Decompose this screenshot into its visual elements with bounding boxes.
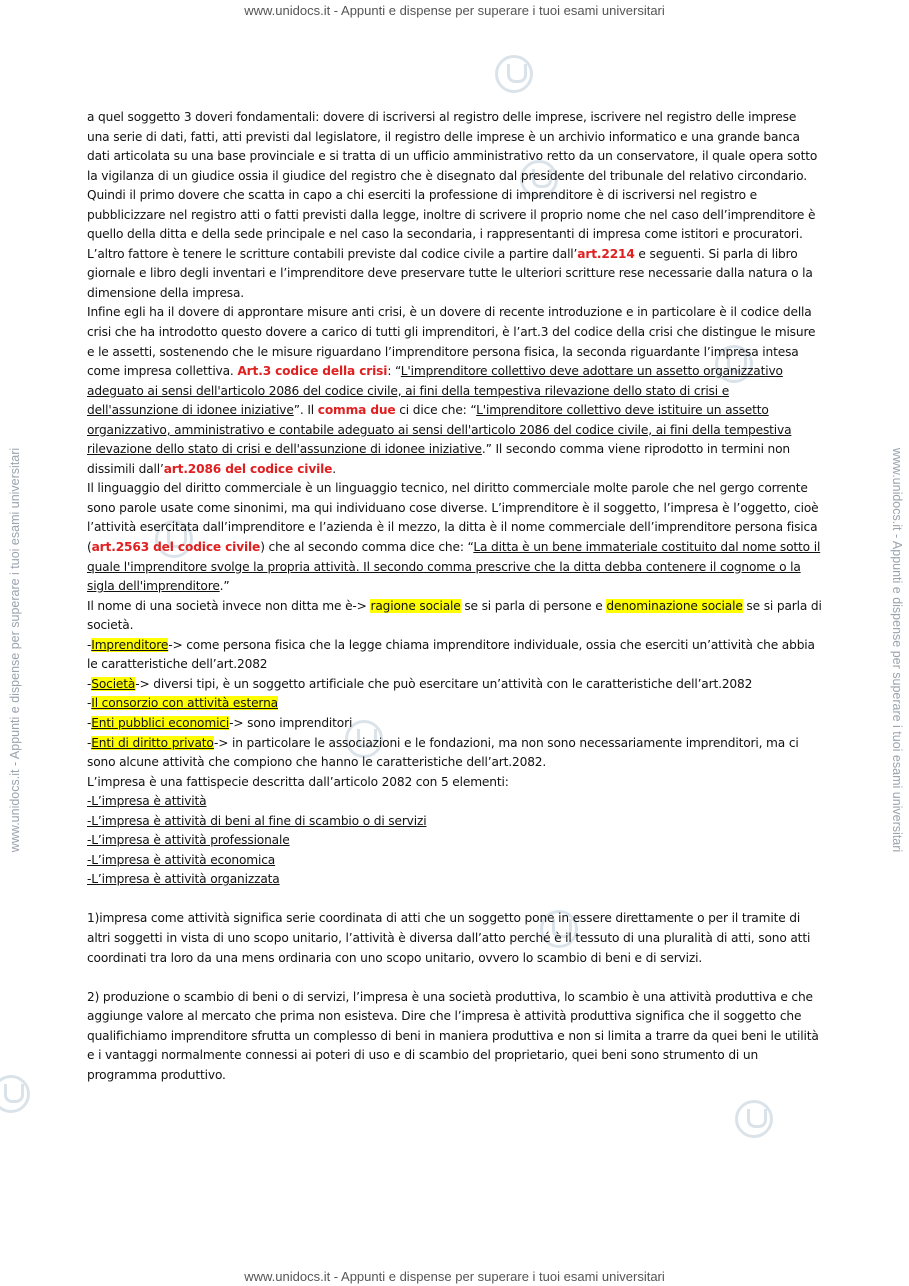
paragraph-doveri: a quel soggetto 3 doveri fondamentali: dovere di iscriversi al registro delle imprese, iscrivere nel registro delle imprese una serie di dati, fatti, atti previsti dal legislatore, il registro delle imprese è un archivio informatico e una grande banca dati articolata su una base provinciale e si tratta di un ufficio amministrativo retto da un conservatore, il quale opera sotto la vigilanza di un giudice ossia il giudice del registro che è disegnato dal presidente del tribunale del relativo circondario. Quindi il primo dovere che scatta in capo a chi eserciti la professione di imprenditore è di iscriversi nel registro e pubblicizzare nel registro atti o fatti previsti dalla legge, inoltre di scrivere il proprio nome che nel caso dell’imprenditore è quello della ditta e della sede principale e nel caso la secondaria, i rappresentanti di impresa come istitori e procuratori. <box>87 110 818 242</box>
text-span: Il nome di una società invece non ditta me è-> <box>87 598 371 613</box>
highlight-term: Enti di diritto privato <box>91 735 214 750</box>
quote-underlined: L'imprenditore collettivo deve adottare un assetto organizzativo adeguato ai sensi dell'articolo 2086 del codice civile, ai fini della tempestiva rilevazione dello stato di crisi e dell'assunzione di idonee iniziative <box>87 364 783 418</box>
text-span: e seguenti. Si parla di libro giornale e libro degli inventari e l’imprenditore deve preservare tutte le ulteriori scritture rese necessarie dalla natura o la dimensione della impresa. <box>87 246 813 300</box>
text-span: se si parla di società. <box>87 598 822 633</box>
list-item-enti-privati <box>87 734 822 773</box>
watermark-logo-icon <box>735 1100 773 1138</box>
paragraph-scritture-contabili <box>87 245 822 304</box>
paragraph-nome-societa <box>87 597 822 636</box>
text-span: - <box>87 637 92 652</box>
element-item: -L’impresa è attività professionale <box>87 833 290 848</box>
watermark-side-left: www.unidocs.it - Appunti e dispense per superare i tuoi esami universitari <box>8 447 22 853</box>
text-span: . <box>332 461 337 476</box>
list-item-societa <box>87 675 822 695</box>
text-span: ci dice che: “ <box>395 403 477 418</box>
article-reference: art.2563 del codice civile <box>91 540 261 555</box>
element-item: -L’impresa è attività economica <box>87 852 276 867</box>
text-span: -> diversi tipi, è un soggetto artificiale che può esercitare un’attività con le caratteristiche dell’art.2082 <box>135 676 753 691</box>
text-span: -> sono imprenditori <box>229 715 353 730</box>
highlight-term: Società <box>91 676 136 691</box>
watermark-logo-icon <box>495 55 533 93</box>
paragraph-misure-anticrisi <box>87 303 822 479</box>
text-span: L’altro fattore è tenere le scritture contabili previste dal codice civile a partire dall’ <box>87 246 578 261</box>
element-item: -L’impresa è attività organizzata <box>87 872 280 887</box>
text-span: .” <box>219 579 230 594</box>
highlight-term: Enti pubblici economici <box>91 715 230 730</box>
text-span: - <box>87 715 92 730</box>
text-span: : “ <box>387 364 401 379</box>
text-span: -> in particolare le associazioni e le fondazioni, ma non sono necessariamente imprenditori, ma ci sono alcune attività che compiono che hanno le caratteristiche dell’art.2082. <box>87 735 799 770</box>
text-span: ”. Il <box>293 403 318 418</box>
highlight-term: denominazione sociale <box>606 598 743 613</box>
text-span: - <box>87 735 92 750</box>
paragraph-attivita: 1)impresa come attività significa serie coordinata di atti che un soggetto pone in essere direttamente o per il tramite di altri soggetti in vista di uno scopo unitario, l’attività è diversa dall’atto perché è il tessuto di una pluralità di atti, sono atti coordinati tra loro da una mens ordinaria con uno scopo unitario, ovvero lo scambio di beni e di servizi. <box>87 911 811 965</box>
quote-underlined: La ditta è un bene immateriale costituito dal nome sotto il quale l'imprenditore svolge la propria attività. Il secondo comma prescrive che la ditta debba contenere il cognome o la sigla dell'imprenditore <box>87 540 821 594</box>
highlight-term: ragione sociale <box>370 598 461 613</box>
spacer <box>87 968 822 988</box>
list-item-consorzio <box>87 694 822 714</box>
article-reference: art.2214 <box>577 246 635 261</box>
highlight-term: Il consorzio con attività esterna <box>91 696 278 711</box>
text-span: ) che al secondo comma dice che: “ <box>260 540 474 555</box>
list-item-enti-pubblici <box>87 714 822 734</box>
text-span: - <box>87 696 92 711</box>
article-reference: comma due <box>317 403 396 418</box>
text-span: .” Il secondo comma viene riprodotto in termini non dissimili dall’ <box>87 442 790 476</box>
article-reference: art.2086 del codice civile <box>163 461 333 476</box>
watermark-header: www.unidocs.it - Appunti e dispense per superare i tuoi esami universitari <box>244 3 665 18</box>
text-span: -> come persona fisica che la legge chiama imprenditore individuale, ossia che eserciti un’attività che abbia le caratteristiche dell’art.2082 <box>87 637 815 672</box>
paragraph-linguaggio <box>87 479 822 596</box>
text-span: Il linguaggio del diritto commerciale è un linguaggio tecnico, nel diritto commerciale molte parole che nel gergo corrente sono parole usate come sinonimi, ma qui individuano cose diverse. L’imprenditore è il soggetto, l’impresa è l’oggetto, cioè l’attività esercitata dall’imprenditore e l’azienda è il mezzo, la ditta è il nome commerciale dell’imprenditore persona fisica ( <box>87 481 819 555</box>
document-body <box>87 108 822 1085</box>
text-span: se si parla di persone e <box>460 598 607 613</box>
watermark-footer: www.unidocs.it - Appunti e dispense per superare i tuoi esami universitari <box>244 1269 665 1284</box>
watermark-side-right: www.unidocs.it - Appunti e dispense per superare i tuoi esami universitari <box>890 447 904 853</box>
quote-underlined: L'imprenditore collettivo deve istituire un assetto organizzativo, amministrativo e contabile adeguato ai sensi dell'articolo 2086 del codice civile, ai fini della tempestiva rilevazione dello stato di crisi e dell'assunzione di idonee iniziative <box>87 403 792 457</box>
spacer <box>87 890 822 910</box>
paragraph-produzione: 2) produzione o scambio di beni o di servizi, l’impresa è una società produttiva, lo scambio è una attività produttiva e che aggiunge valore al mercato che prima non esisteva. Dire che l’impresa è attività produttiva significa che il soggetto che qualifichiamo imprenditore sfrutta un complesso di beni in maniera produttiva e non si limita a trarre da quei beni le utilità e i vantaggi normalmente connessi ai poteri di uso e di scambio del proprietario, quei beni sono strumento di un programma produttivo. <box>87 989 819 1082</box>
text-span: Infine egli ha il dovere di approntare misure anti crisi, è un dovere di recente introduzione e in particolare è il codice della crisi che ha introdotto questo dovere a carico di tutti gli imprenditori, è l’art.3 del codice della crisi che distingue le misure e le assetti, sostenendo che le misure riguardano l’imprenditore persona fisica, la seconda riguardante l’impresa intesa come impresa collettiva. <box>87 305 816 379</box>
article-reference: Art.3 codice della crisi <box>237 364 388 379</box>
highlight-term: Imprenditore <box>91 637 169 652</box>
element-item: -L’impresa è attività di beni al fine di scambio o di servizi <box>87 813 427 828</box>
element-item: -L’impresa è attività <box>87 794 207 809</box>
paragraph-fattispecie: L’impresa è una fattispecie descritta dall’articolo 2082 con 5 elementi: <box>87 774 509 789</box>
text-span: - <box>87 676 92 691</box>
watermark-logo-icon <box>0 1075 30 1113</box>
list-item-imprenditore <box>87 636 822 675</box>
